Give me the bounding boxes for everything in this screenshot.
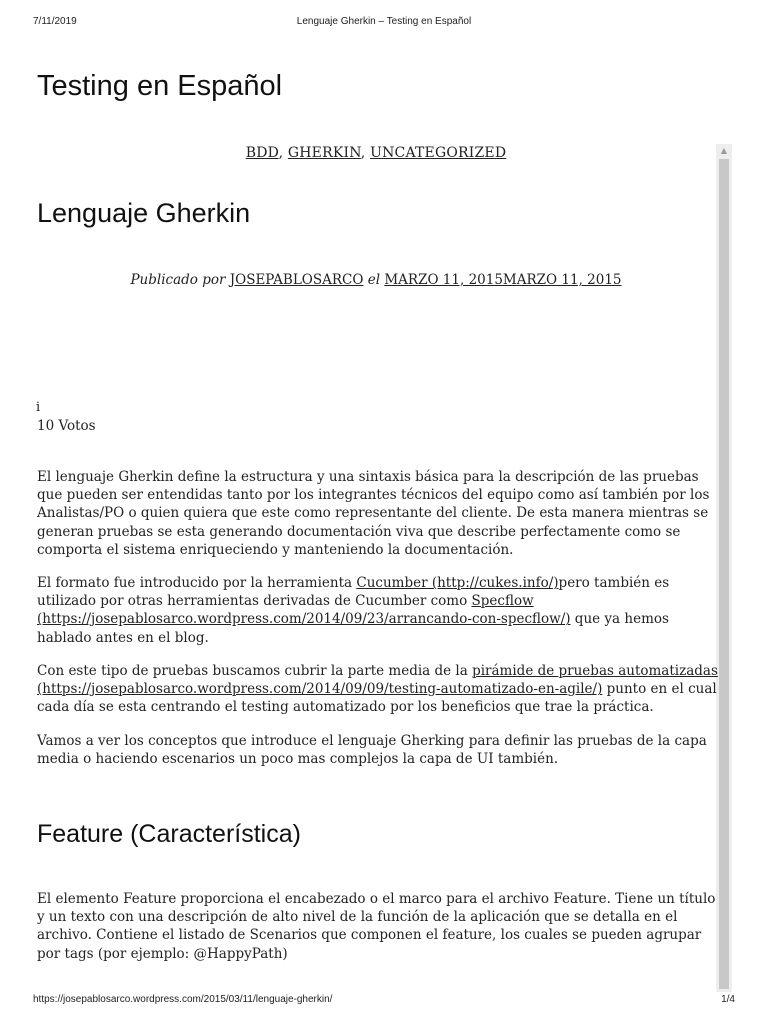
paragraph-line: [37, 662, 717, 680]
paragraph-line: [37, 574, 717, 592]
up-triangle-icon[interactable]: ▲: [720, 146, 728, 155]
paragraph-line: comporta el sistema enriqueciendo y manteniendo la documentación.: [37, 541, 514, 558]
paragraph-line: cada día se esta centrando el testing automatizado por los beneficios que trae la práctica.: [37, 699, 654, 716]
paragraph-line: archivo. Contiene el listado de Scenarios que componen el feature, los cuales se pueden agrupar: [37, 927, 702, 944]
paragraph-line: hablado antes en el blog.: [37, 629, 209, 646]
vote-count: 10 Votos: [37, 418, 96, 434]
category-link-bdd[interactable]: BDD: [245, 145, 279, 161]
paragraph-line: El lenguaje Gherkin define la estructura y una sintaxis básica para la descripción de las pruebas: [37, 469, 699, 485]
category-separator: ,: [278, 145, 288, 161]
paragraph-intro: [37, 468, 717, 559]
rating-icon: i: [36, 400, 41, 415]
category-links: [0, 145, 752, 161]
paragraph-format: [37, 574, 717, 647]
print-doc-title: Lenguaje Gherkin – Testing en Español: [296, 16, 472, 27]
paragraph-feature: [37, 890, 717, 963]
paragraph-text: que ya hemos: [570, 611, 669, 628]
paragraph-line: generan pruebas se esta generando documentación viva que describe perfectamente como se: [37, 523, 681, 540]
pyramid-link[interactable]: pirámide de pruebas automatizadas: [472, 663, 718, 679]
paragraph-line: Analistas/PO o quien quiera que este como representante del cliente. De esta manera mientras se: [37, 505, 709, 522]
paragraph-line: media o haciendo escenarios un poco mas complejos la capa de UI también.: [37, 751, 559, 768]
print-date: 7/11/2019: [33, 16, 77, 27]
paragraph-text: Con este tipo de pruebas buscamos cubrir la parte media de la: [37, 663, 473, 679]
paragraph-concepts: [37, 732, 717, 768]
cucumber-link[interactable]: Cucumber (http://cukes.info/): [356, 575, 559, 591]
paragraph-pyramid: [37, 662, 717, 717]
print-page-number: 1/4: [721, 994, 735, 1005]
paragraph-line: El elemento Feature proporciona el encabezado o el marco para el archivo Feature. Tiene un título: [37, 891, 716, 907]
paragraph-text: punto en el cual: [602, 681, 717, 698]
specflow-url-link[interactable]: (https://josepablosarco.wordpress.com/2014/09/23/arrancando-con-specflow/): [37, 611, 571, 628]
section-title-feature: Feature (Característica): [37, 820, 301, 848]
paragraph-line: Vamos a ver los conceptos que introduce el lenguaje Gherking para definir las pruebas de la capa: [37, 733, 707, 749]
paragraph-line: que pueden ser entendidas tanto por los integrantes técnicos del equipo como así también por los: [37, 487, 710, 504]
paragraph-line: [37, 680, 717, 698]
byline-prefix: Publicado por: [130, 272, 226, 288]
paragraph-text: utilizado por otras herramientas derivadas de Cucumber como: [37, 593, 472, 610]
paragraph-line: [37, 610, 717, 628]
paragraph-text: El formato fue introducido por la herramienta: [37, 575, 357, 591]
category-separator: ,: [360, 145, 371, 161]
paragraph-line: [37, 592, 717, 610]
paragraph-text: pero también es: [558, 575, 670, 591]
paragraph-line: y un texto con una descripción de alto nivel de la función de la aplicación que se detalla en el: [37, 909, 678, 926]
byline-mid: el: [367, 272, 381, 288]
site-title[interactable]: Testing en Español: [37, 70, 283, 102]
category-link-gherkin[interactable]: GHERKIN: [287, 145, 361, 161]
post-date-link[interactable]: MARZO 11, 2015MARZO 11, 2015: [384, 272, 622, 288]
author-link[interactable]: JOSEPABLOSARCO: [229, 272, 364, 288]
post-title: Lenguaje Gherkin: [37, 198, 251, 228]
print-url: https://josepablosarco.wordpress.com/2015/03/11/lenguaje-gherkin/: [33, 994, 333, 1005]
post-byline: [0, 272, 752, 288]
pyramid-url-link[interactable]: (https://josepablosarco.wordpress.com/2014/09/09/testing-automatizado-en-agile/): [37, 681, 603, 698]
specflow-link[interactable]: Specflow: [471, 593, 534, 610]
paragraph-line: por tags (por ejemplo: @HappyPath): [37, 945, 288, 962]
category-link-uncategorized[interactable]: UNCATEGORIZED: [370, 145, 507, 161]
